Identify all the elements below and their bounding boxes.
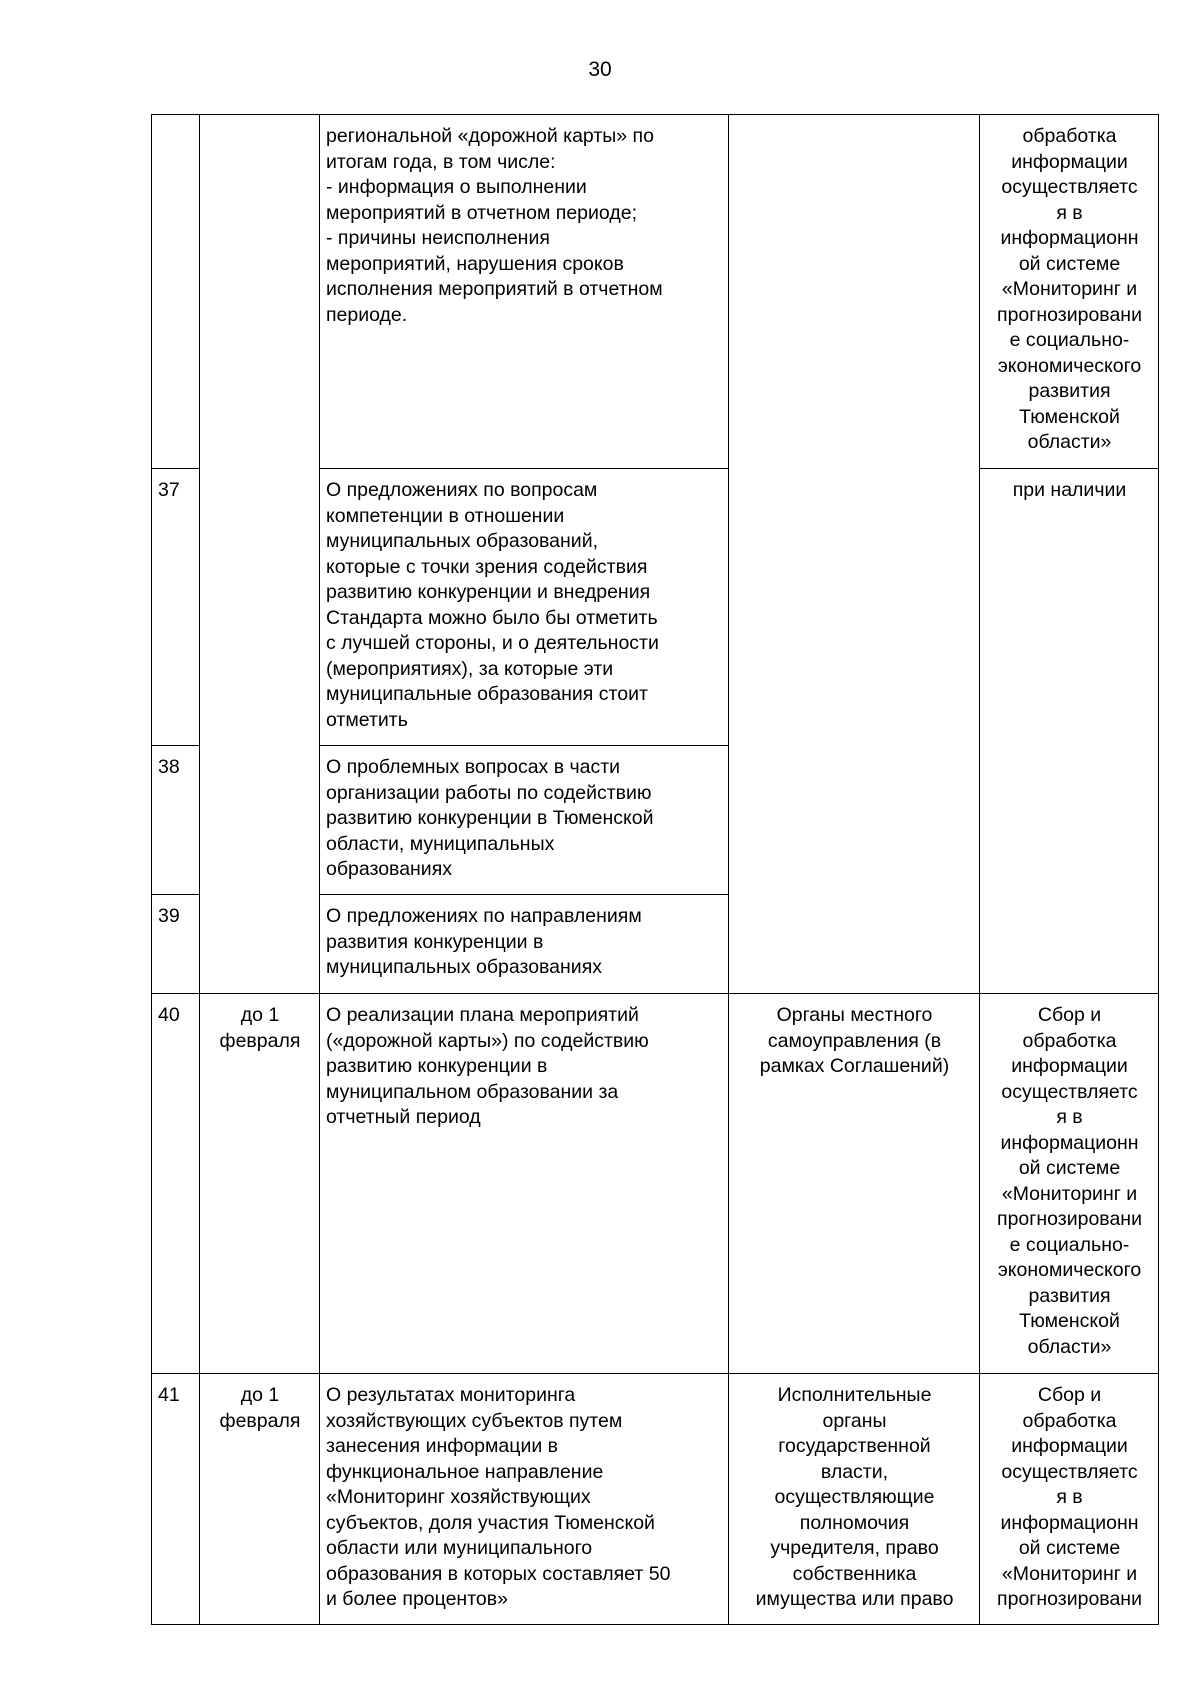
plan-table [151, 114, 1159, 1625]
cell-text-line: муниципальные образования стоит [326, 683, 648, 705]
cell-text-line: которые с точки зрения содействия [326, 555, 648, 578]
cell-text-line: «Мониторинг хозяйствующих [326, 1486, 591, 1508]
cell-text-line: О предложениях по вопросам [326, 479, 598, 501]
cell-text-line: информации [1011, 1435, 1128, 1457]
cell-text-line: мероприятий в отчетном периоде; [326, 201, 637, 224]
row-number-cell: 39 [152, 895, 200, 994]
description-cell [320, 895, 729, 994]
cell-text-line: ой системе [1018, 252, 1121, 275]
cell-text-line: - причины неисполнения [326, 227, 550, 249]
cell-text-line: я в [1056, 201, 1083, 224]
cell-text-line: «Мониторинг и [1001, 1562, 1138, 1585]
cell-text-line: развитию конкуренции в [326, 1055, 548, 1077]
cell-text-line: «Мониторинг и [1001, 1182, 1138, 1205]
cell-text-line: занесения информации в [326, 1435, 559, 1457]
cell-text-line: осуществляющие [774, 1486, 935, 1508]
cell-text-line: ой системе [1018, 1157, 1121, 1179]
cell-text-line: функциональное направление [326, 1460, 604, 1483]
cell-text-line: до 1 [240, 1004, 280, 1026]
responsible-org-cell [729, 115, 980, 994]
cell-text-line: итогам года, в том числе: [326, 150, 556, 173]
cell-text-line: Сбор и [1037, 1384, 1102, 1406]
cell-text-line: е социально- [1009, 329, 1130, 351]
cell-text-line: области» [1027, 1335, 1112, 1358]
cell-text-line: компетенции в отношении [326, 504, 565, 527]
cell-text-line: Органы местного [776, 1004, 933, 1026]
cell-text-line: О предложениях по направлениям [326, 905, 642, 927]
cell-text-line: я в [1056, 1486, 1083, 1508]
cell-text-line: прогнозировани [997, 1208, 1142, 1230]
row-number-cell: 37 [152, 469, 200, 746]
cell-text-line: до 1 [240, 1384, 280, 1406]
cell-text-line: мероприятий, нарушения сроков [326, 252, 624, 275]
description-cell [320, 115, 729, 469]
cell-text-line: самоуправления (в [767, 1029, 942, 1052]
cell-text-line: Стандарта можно было бы отметить [326, 606, 658, 629]
cell-text-line: развития [1028, 380, 1111, 402]
description-cell [320, 469, 729, 746]
cell-text-line: собственника [792, 1562, 917, 1585]
row-number-cell: 38 [152, 746, 200, 895]
cell-text-line: февраля [219, 1409, 301, 1432]
cell-text-line: хозяйствующих субъектов путем [326, 1409, 623, 1432]
note-cell [980, 1374, 1159, 1625]
cell-text-line: информационн [1000, 1511, 1139, 1534]
cell-text-line: - информация о выполнении [326, 176, 587, 198]
responsible-org-cell [729, 1374, 980, 1625]
cell-text-line: е социально- [1009, 1233, 1130, 1256]
description-cell [320, 994, 729, 1374]
cell-text-line: рамках Соглашений) [759, 1055, 950, 1077]
cell-text-line: государственной [778, 1435, 931, 1457]
cell-text-line: О результатах мониторинга [326, 1384, 576, 1406]
table-row [152, 994, 1159, 1374]
cell-text-line: органы [822, 1409, 887, 1432]
cell-text-line: информации [1011, 1055, 1128, 1077]
cell-text-line: имущества или право [755, 1588, 954, 1610]
cell-text-line: экономического [997, 354, 1142, 377]
cell-text-line: (мероприятиях), за которые эти [326, 657, 614, 680]
cell-text-line: обработка [1022, 125, 1117, 147]
cell-text-line: организации работы по содействию [326, 781, 652, 804]
note-cell [980, 994, 1159, 1374]
cell-text-line: развитию конкуренции и внедрения [326, 581, 651, 603]
cell-text-line: информационн [1000, 227, 1139, 249]
date-cell [200, 1374, 320, 1625]
table-row [152, 115, 1159, 469]
note-cell [980, 115, 1159, 469]
cell-text-line: прогнозировани [997, 303, 1142, 326]
date-cell [200, 994, 320, 1374]
cell-text-line: развитию конкуренции в Тюменской [326, 807, 654, 829]
cell-text-line: отметить [326, 708, 408, 731]
cell-text-line: образованиях [326, 858, 453, 880]
cell-text-line: обработка [1022, 1029, 1117, 1052]
cell-text-line: муниципальных образований, [326, 530, 599, 552]
cell-text-line: прогнозировани [997, 1588, 1142, 1610]
cell-text-line: О реализации плана мероприятий [326, 1004, 639, 1026]
cell-text-line: области или муниципального [326, 1537, 593, 1559]
cell-text-line: области» [1027, 431, 1112, 453]
description-cell [320, 746, 729, 895]
page-number: 30 [588, 58, 612, 81]
cell-text-line: («дорожной карты») по содействию [326, 1029, 649, 1052]
cell-text-line: муниципальном образовании за [326, 1080, 619, 1103]
cell-text-line: «Мониторинг и [1001, 278, 1138, 300]
cell-text-line: образования в которых составляет 50 [326, 1562, 671, 1585]
cell-text-line: периоде. [326, 303, 408, 326]
cell-text-line: учредителя, право [770, 1537, 939, 1559]
row-number-cell: 40 [152, 994, 200, 1374]
cell-text-line: с лучшей стороны, и о деятельности [326, 632, 659, 654]
cell-text-line: я в [1056, 1106, 1083, 1128]
cell-text-line: Сбор и [1037, 1004, 1102, 1026]
cell-text-line: информационн [1000, 1131, 1139, 1154]
cell-text-line: развития конкуренции в [326, 930, 544, 953]
date-cell [200, 115, 320, 994]
cell-text-line: отчетный период [326, 1106, 481, 1128]
cell-text-line: развития [1028, 1284, 1111, 1307]
cell-text-line: осуществляетс [1001, 1080, 1138, 1103]
cell-text-line: О проблемных вопросах в части [326, 756, 621, 778]
cell-text-line: информации [1011, 150, 1128, 173]
description-cell [320, 1374, 729, 1625]
cell-text-line: Тюменской [1019, 405, 1120, 428]
cell-text-line: области, муниципальных [326, 832, 555, 855]
row-number-cell: 41 [152, 1374, 200, 1625]
cell-text-line: региональной «дорожной карты» по [326, 125, 654, 147]
cell-text-line: полномочия [799, 1511, 910, 1534]
cell-text-line: и более процентов» [326, 1588, 508, 1610]
cell-text-line: осуществляетс [1001, 176, 1138, 198]
table-row [152, 1374, 1159, 1625]
cell-text-line: ой системе [1018, 1537, 1121, 1559]
responsible-org-cell [729, 994, 980, 1374]
cell-text-line: исполнения мероприятий в отчетном [326, 278, 663, 300]
cell-text-line: власти, [820, 1460, 889, 1483]
row-number-cell [152, 115, 200, 469]
cell-text-line: экономического [997, 1259, 1142, 1281]
cell-text-line: Исполнительные [777, 1384, 932, 1406]
cell-text-line: субъектов, доля участия Тюменской [326, 1511, 655, 1534]
note-cell [980, 469, 1159, 994]
cell-text-line: Тюменской [1019, 1310, 1120, 1332]
cell-text-line: муниципальных образованиях [326, 956, 602, 978]
cell-text-line: обработка [1022, 1409, 1117, 1432]
cell-text-line: осуществляетс [1001, 1460, 1138, 1483]
cell-text-line: при наличии [1012, 479, 1127, 501]
cell-text-line: февраля [219, 1029, 301, 1052]
